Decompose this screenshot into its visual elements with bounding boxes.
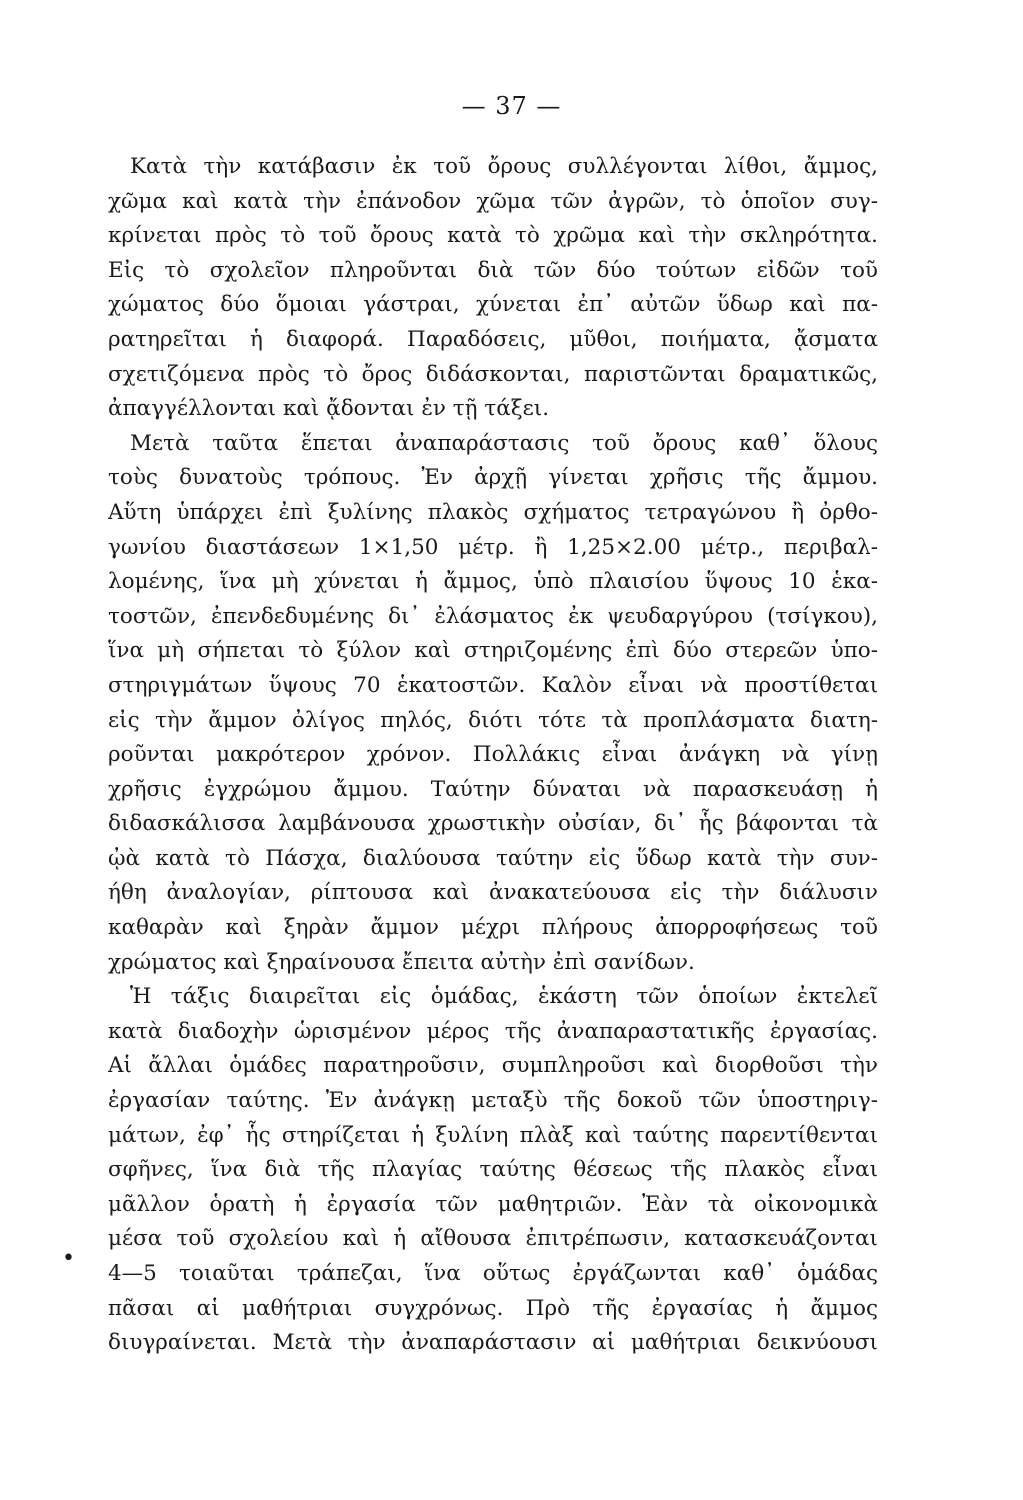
body-text: [108, 150, 878, 1361]
text-line: Ἡ τάξις διαιρεῖται εἰς ὁμάδας, ἑκάστη τῶν ὁποίων ἐκτελεῖ: [130, 984, 878, 1010]
text-line: Εἰς τὸ σχολεῖον πληροῦνται διὰ τῶν δύο τούτων εἰδῶν τοῦ: [108, 257, 878, 283]
text-line: τοστῶν, ἐπενδεδυμένης δι᾽ ἐλάσματος ἐκ ψευδαργύρου (τσίγκου),: [108, 603, 878, 629]
text-line: ροῦνται μακρότερον χρόνον. Πολλάκις εἶναι ἀνάγκη νὰ γίνῃ: [108, 742, 878, 768]
text-line: γωνίου διαστάσεων 1×1,50 μέτρ. ἢ 1,25×2.00 μέτρ., περιβαλ-: [108, 534, 878, 560]
margin-mark: •: [62, 1246, 75, 1271]
text-line: ἵνα μὴ σήπεται τὸ ξύλον καὶ στηριζομένης ἐπὶ δύο στερεῶν ὑπο-: [108, 638, 878, 664]
text-line: 4—5 τοιαῦται τράπεζαι, ἵνα οὕτως ἐργάζωνται καθ᾽ ὁμάδας: [108, 1261, 878, 1286]
text-line: ᾠὰ κατὰ τὸ Πάσχα, διαλύουσα ταύτην εἰς ὕδωρ κατὰ τὴν συν-: [108, 845, 878, 871]
text-line: σχετιζόμενα πρὸς τὸ ὄρος διδάσκονται, παριστῶνται δραματικῶς,: [108, 361, 878, 387]
text-line: ἀπαγγέλλονται καὶ ᾄδονται ἐν τῇ τάξει.: [108, 396, 550, 422]
text-line: ήθη ἀναλογίαν, ρίπτουσα καὶ ἀνακατεύουσα εἰς τὴν διάλυσιν: [108, 880, 878, 906]
text-line: τοὺς δυνατοὺς τρόπους. Ἐν ἀρχῇ γίνεται χρῆσις τῆς ἄμμου.: [108, 465, 878, 491]
text-line: Κατὰ τὴν κατάβασιν ἐκ τοῦ ὄρους συλλέγονται λίθοι, ἄμμος,: [130, 154, 878, 179]
text-line: χρώματος καὶ ξηραίνουσα ἔπειτα αὐτὴν ἐπὶ σανίδων.: [108, 949, 695, 975]
page-number: — 37 —: [461, 92, 562, 120]
text-line: εἰς τὴν ἄμμον ὀλίγος πηλός, διότι τότε τὰ προπλάσματα διατη-: [108, 707, 878, 733]
text-line: μέσα τοῦ σχολείου καὶ ἡ αἴθουσα ἐπιτρέπωσιν, κατασκευάζονται: [108, 1226, 878, 1252]
text-line: διυγραίνεται. Μετὰ τὴν ἀναπαράστασιν αἱ μαθήτριαι δεικνύουσι: [108, 1330, 878, 1356]
text-line: λομένης, ἵνα μὴ χύνεται ἡ ἄμμος, ὑπὸ πλαισίου ὕψους 10 ἑκα-: [108, 569, 878, 595]
text-line: χρῆσις ἐγχρώμου ἄμμου. Ταύτην δύναται νὰ παρασκευάσῃ ἡ: [108, 776, 878, 802]
text-line: στηριγμάτων ὕψους 70 ἑκατοστῶν. Καλὸν εἶναι νὰ προστίθεται: [108, 672, 878, 698]
text-line: μᾶλλον ὁρατὴ ἡ ἐργασία τῶν μαθητριῶν. Ἐὰν τὰ οἰκονομικὰ: [108, 1191, 878, 1217]
text-line: κρίνεται πρὸς τὸ τοῦ ὄρους κατὰ τὸ χρῶμα καὶ τὴν σκληρότητα.: [108, 223, 878, 249]
text-line: καθαρὰν καὶ ξηρὰν ἄμμον μέχρι πλήρους ἀπορροφήσεως τοῦ: [108, 915, 878, 941]
text-line: Αἱ ἄλλαι ὁμάδες παρατηροῦσιν, συμπληροῦσι καὶ διορθοῦσι τὴν: [108, 1053, 878, 1079]
text-line: σφῆνες, ἵνα διὰ τῆς πλαγίας ταύτης θέσεως τῆς πλακὸς εἶναι: [108, 1157, 878, 1183]
text-line: Αὕτη ὑπάρχει ἐπὶ ξυλίνης πλακὸς σχήματος τετραγώνου ἢ ὀρθο-: [108, 499, 878, 525]
text-line: διδασκάλισσα λαμβάνουσα χρωστικὴν οὐσίαν, δι᾽ ἧς βάφονται τὰ: [108, 811, 878, 837]
text-line: ἐργασίαν ταύτης. Ἐν ἀνάγκῃ μεταξὺ τῆς δοκοῦ τῶν ὑποστηριγ-: [108, 1088, 878, 1114]
text-line: χῶμα καὶ κατὰ τὴν ἐπάνοδον χῶμα τῶν ἀγρῶν, τὸ ὁποῖον συγ-: [108, 188, 878, 214]
text-line: πᾶσαι αἱ μαθήτριαι συγχρόνως. Πρὸ τῆς ἐργασίας ἡ ἄμμος: [108, 1295, 878, 1321]
text-line: κατὰ διαδοχὴν ὡρισμένον μέρος τῆς ἀναπαραστατικῆς ἐργασίας.: [108, 1018, 878, 1044]
text-line: ρατηρεῖται ἡ διαφορά. Παραδόσεις, μῦθοι, ποιήματα, ᾄσματα: [108, 326, 878, 352]
text-line: χώματος δύο ὅμοιαι γάστραι, χύνεται ἐπ᾽ αὐτῶν ὕδωρ καὶ πα-: [108, 292, 878, 318]
text-line: μάτων, ἐφ᾽ ἧς στηρίζεται ἡ ξυλίνη πλὰξ καὶ ταύτης παρεντίθενται: [108, 1122, 878, 1148]
text-line: Μετὰ ταῦτα ἕπεται ἀναπαράστασις τοῦ ὄρους καθ᾽ ὅλους: [130, 430, 878, 456]
